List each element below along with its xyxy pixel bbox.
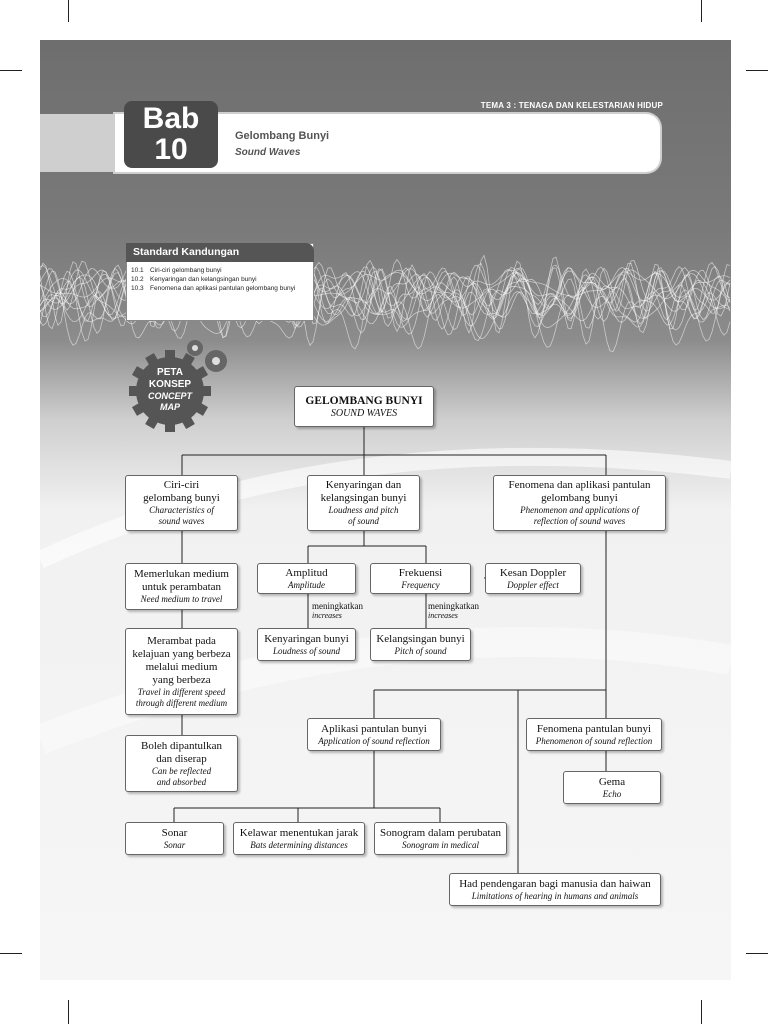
node-text: Had pendengaran bagi manusia dan haiwan [459,877,651,890]
doppler-node [485,563,581,594]
characteristics-node [125,475,238,531]
hearing-limit-node [449,873,661,906]
node-translation: reflection of sound waves [533,516,626,526]
node-translation: Pitch of sound [394,645,447,656]
node-text: kelajuan yang berbeza [132,647,231,660]
node-text: GELOMBANG BUNYI [305,394,423,407]
node-text: melalui medium [145,660,218,673]
phenomenon-node [526,718,662,751]
loudness-node [257,628,356,661]
node-translation: Frequency [401,579,440,590]
node-text: Fenomena pantulan bunyi [536,722,652,735]
badge-line: MAP [160,402,180,412]
item-number: 10.2 [131,276,144,283]
node-translation: Loudness of sound [272,645,340,656]
node-translation: Need medium to travel [140,594,223,604]
node-translation: Application of sound reflection [318,735,430,746]
amplitude-node [257,563,356,594]
node-translation: Sonar [163,839,186,850]
node-translation: and absorbed [156,776,207,787]
pitch-node [370,628,471,661]
node-translation: Amplitude [288,579,325,590]
node-text: Merambat pada [147,634,216,647]
frequency-node [370,563,471,594]
node-text: Boleh dipantulkan [141,739,222,752]
item-text: Fenomena dan aplikasi pantulan gelombang bunyi [150,285,296,292]
node-translation: Echo [602,788,622,799]
node-text: Frekuensi [398,566,443,579]
node-translation: of sound [348,516,379,526]
item-number: 10.1 [131,267,144,274]
standard-content-heading: Standard Kandungan [126,243,314,262]
node-text: Amplitud [285,566,328,579]
reflect-absorb-node [125,735,238,792]
node-text: Fenomena dan aplikasi pantulan [508,479,651,491]
increases-label [428,601,479,621]
node-text: Sonar [161,826,188,839]
node-translation: Phenomenon of sound reflection [535,735,653,746]
chapter-word: Bab [142,102,200,135]
node-text: Gema [598,775,626,788]
need-medium-node [125,563,238,610]
node-translation: Limitations of hearing in humans and animals [471,890,639,901]
node-text: Memerlukan medium [133,568,229,580]
loudness-pitch-node [307,475,420,531]
node-translation: sound waves [158,516,205,526]
node-text: Kelangsingan bunyi [376,632,465,645]
increases-label [312,601,363,621]
node-text: Kenyaringan dan [325,479,402,491]
node-text: dan diserap [156,752,207,765]
node-text: Kelawar menentukan jarak [239,826,359,839]
node-translation: Characteristics of [149,505,214,515]
badge-line: CONCEPT [147,391,192,401]
label-translation: increases [428,611,458,620]
node-translation: Sonogram in medical [402,839,479,850]
label-translation: increases [312,611,342,620]
label-text: meningkatkan [312,601,363,611]
node-text: Ciri-ciri [163,479,200,491]
item-text: Ciri-ciri gelombang bunyi [150,267,222,274]
node-translation: SOUND WAVES [330,407,398,419]
node-translation: Loudness and pitch [328,505,399,515]
label-text: meningkatkan [428,601,479,611]
chapter-number: 10 [154,133,188,166]
node-text: untuk perambatan [141,581,222,593]
node-translation: Phenomenon and applications of [520,505,639,515]
node-translation: Can be reflected [151,765,212,776]
node-text: Aplikasi pantulan bunyi [321,722,427,735]
phenomena-application-node [493,475,666,531]
item-text: Kenyaringan dan kelangsingan bunyi [150,276,257,283]
root-node [294,386,434,427]
chapter-subtitle: Sound Waves [235,147,301,158]
chapter-title: Gelombang Bunyi [235,130,330,142]
node-translation: Bats determining distances [250,839,348,850]
badge-line: PETA [157,367,183,378]
node-translation: Doppler effect [507,579,559,590]
item-number: 10.3 [131,285,144,292]
node-text: Sonogram dalam perubatan [380,826,501,839]
node-translation: through different medium [135,697,228,708]
badge-line: KONSEP [148,379,192,390]
node-translation: Travel in different speed [137,686,226,697]
sonar-node [125,822,224,855]
bats-node [233,822,365,855]
node-text: gelombang bunyi [541,492,618,504]
theme-label: TEMA 3 : TENAGA DAN KELESTARIAN HIDUP [480,101,663,110]
node-text: Kenyaringan bunyi [264,632,349,645]
sonogram-node [374,822,507,855]
echo-node [563,771,661,804]
application-node [307,718,441,751]
node-text: yang berbeza [152,673,211,686]
node-text: gelombang bunyi [143,492,220,504]
speed-node [125,628,238,715]
node-text: Kesan Doppler [499,566,567,579]
node-text: kelangsingan bunyi [320,492,407,504]
